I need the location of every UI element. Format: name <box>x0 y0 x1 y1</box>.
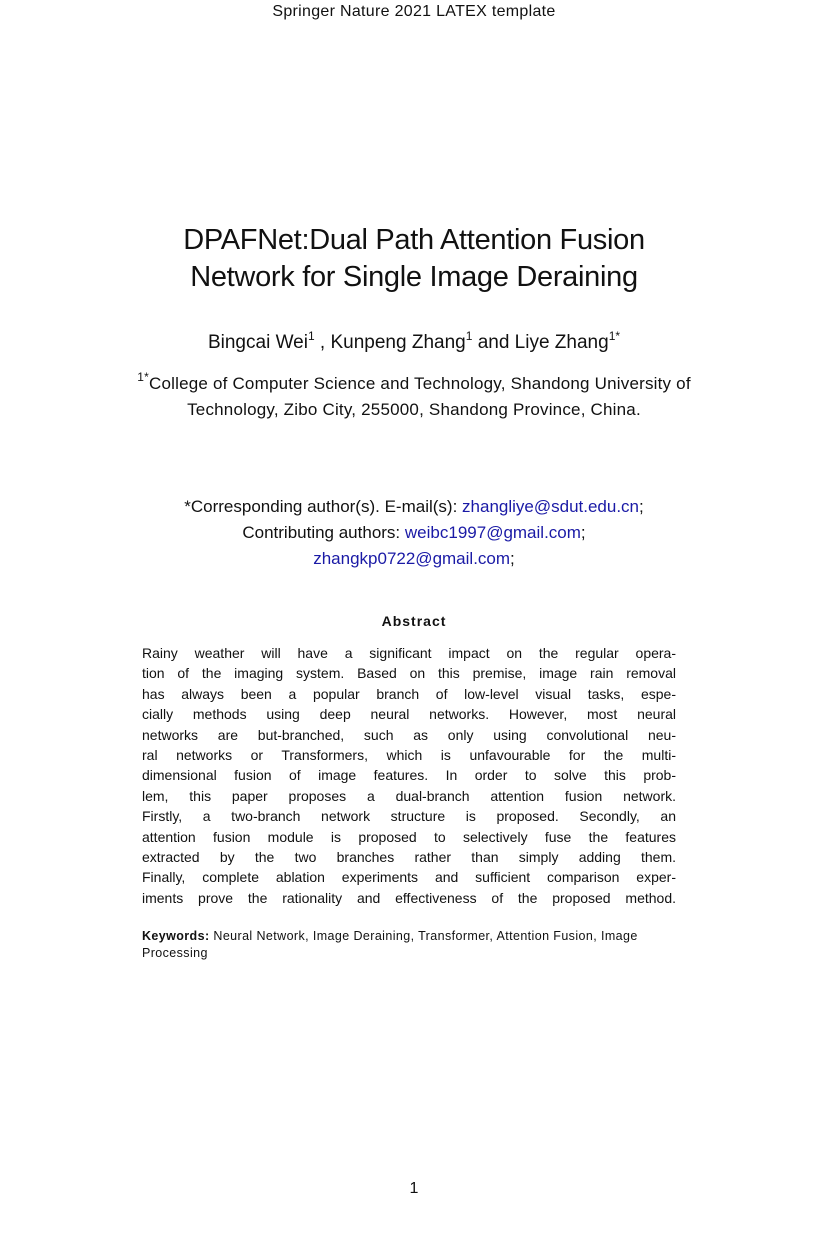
author-name: Bingcai Wei <box>207 332 308 353</box>
keywords-text: Neural Network, Image Deraining, Transformer, Attention Fusion, Image Processing <box>142 929 638 960</box>
affiliation <box>110 371 718 423</box>
abstract-line: iments prove the rationality and effectiveness of the proposed method. <box>142 889 676 906</box>
contributing-email-link[interactable]: zhangkp0722@gmail.com <box>313 549 511 568</box>
page-number: 1 <box>409 1180 419 1197</box>
author-conjunction: and <box>477 332 510 353</box>
author-affiliation-mark: 1* <box>608 329 621 343</box>
author-affiliation-mark: 1 <box>307 329 315 343</box>
abstract-line: tion of the imaging system. Based on this premise, image rain removal <box>142 665 676 682</box>
paper-title-line-1: DPAFNet:Dual Path Attention Fusion <box>183 224 645 256</box>
contributing-authors-line-2 <box>80 546 748 572</box>
abstract-line: extracted by the two branches rather than simply adding them. <box>142 848 676 865</box>
contributing-label: Contributing authors: <box>242 523 401 542</box>
author-name: Liye Zhang <box>514 332 609 353</box>
author-name: Kunpeng Zhang <box>330 332 466 353</box>
contributing-email-link[interactable]: weibc1997@gmail.com <box>404 523 581 542</box>
abstract-line: Rainy weather will have a significant impact on the regular opera- <box>142 645 676 661</box>
correspondence-block <box>80 494 748 572</box>
corresponding-label: *Corresponding author(s). E-mail(s): <box>184 497 458 516</box>
abstract-line: lem, this paper proposes a dual-branch attention fusion network. <box>142 787 676 804</box>
email-separator: ; <box>510 549 515 568</box>
abstract-line: dimensional fusion of image features. In order to solve this prob- <box>142 767 676 784</box>
paper-title <box>0 222 828 296</box>
keywords <box>142 928 676 962</box>
email-separator: ; <box>580 523 586 542</box>
author-separator: , <box>319 332 326 353</box>
keywords-label: Keywords: <box>142 929 210 943</box>
contributing-authors-line <box>80 520 748 546</box>
email-separator: ; <box>639 497 644 516</box>
abstract-body <box>142 643 676 908</box>
abstract-line: attention fusion module is proposed to selectively fuse the features <box>142 828 676 845</box>
paper-title-line-2: Network for Single Image Deraining <box>190 261 638 293</box>
corresponding-author-line <box>80 494 748 520</box>
running-header: Springer Nature 2021 LATEX template <box>272 3 556 20</box>
abstract-line: Firstly, a two-branch network structure is proposed. Secondly, an <box>142 808 676 825</box>
abstract-heading: Abstract <box>381 613 447 629</box>
author-affiliation-mark: 1 <box>465 329 473 343</box>
author-list <box>0 329 828 354</box>
affiliation-mark: 1* <box>137 370 149 384</box>
abstract-line: networks are but-branched, such as only using convolutional neu- <box>142 726 676 743</box>
abstract-line: Finally, complete ablation experiments and sufficient comparison exper- <box>142 869 676 886</box>
abstract-line: has always been a popular branch of low-level visual tasks, espe- <box>142 685 676 702</box>
affiliation-text: College of Computer Science and Technology, Shandong University of Technology, Zibo City, 255000, Shandong Province, China. <box>148 374 691 419</box>
abstract-line: ral networks or Transformers, which is unfavourable for the multi- <box>142 746 676 763</box>
abstract-line: cially methods using deep neural networks. However, most neural <box>142 706 676 723</box>
corresponding-email-link[interactable]: zhangliye@sdut.edu.cn <box>462 497 640 516</box>
